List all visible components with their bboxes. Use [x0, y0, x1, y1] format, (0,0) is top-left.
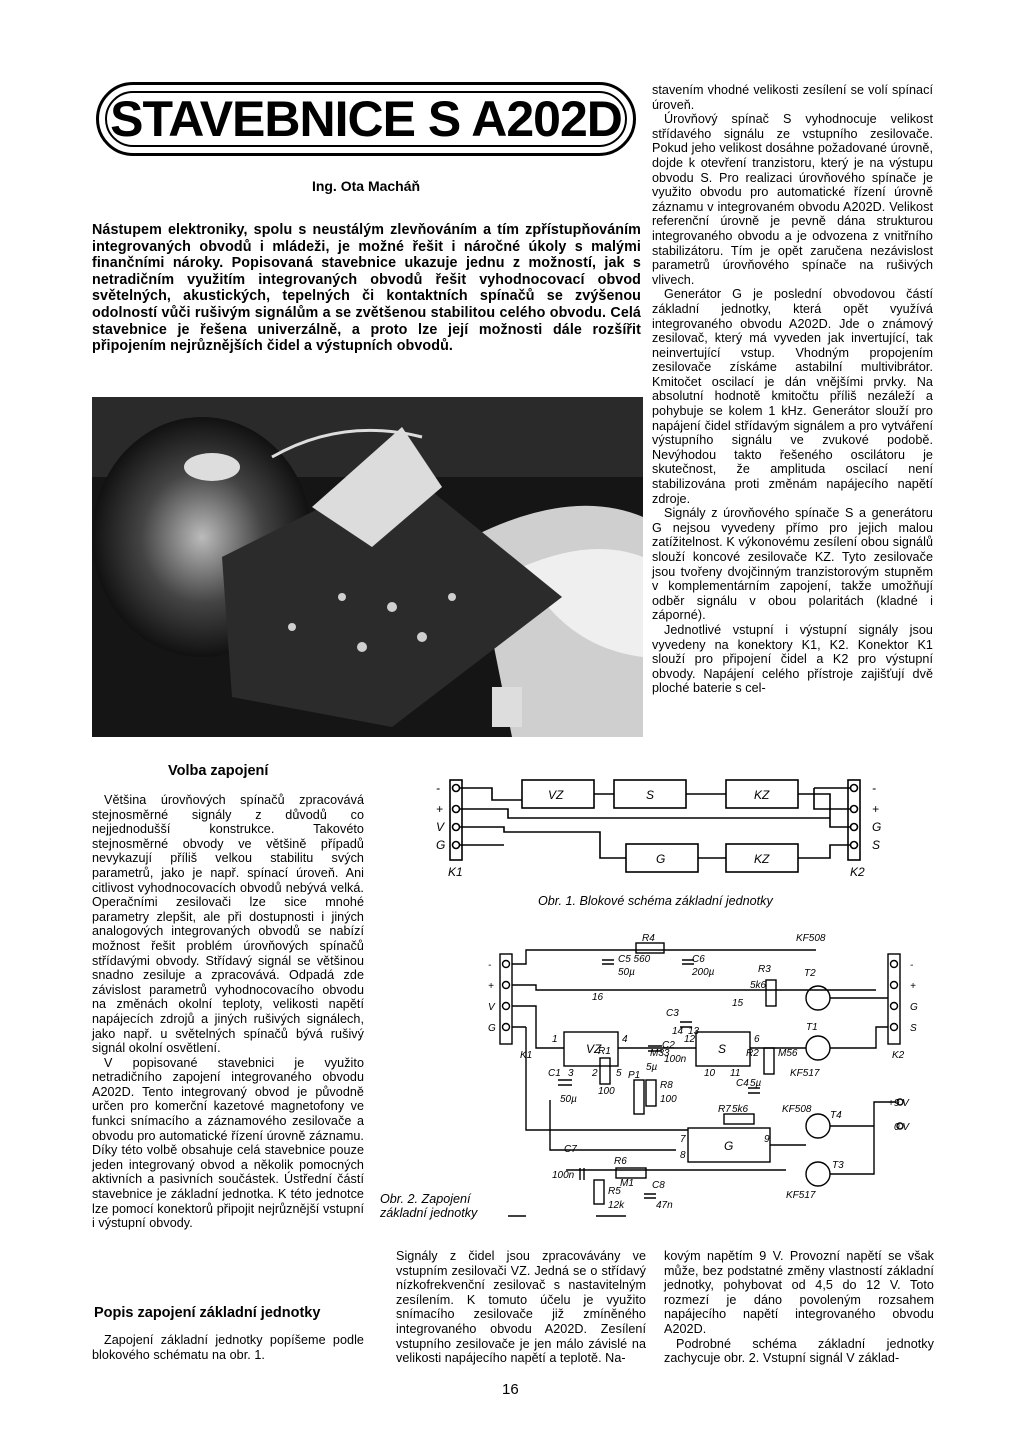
label-t3: T3: [832, 1160, 844, 1171]
label-pin: 2: [592, 1068, 598, 1079]
block-kz-label: KZ: [754, 788, 770, 802]
paragraph: Úrovňový spínač S vyhodnocuje velikost střídavého signálu ze vstupního zesilovače. Pokud jeho velikost dosáhne požadované úrovně, dojde k otevření tranzistoru, který je na výstupu obvodu S. Pro realizaci úrovňového spínače je využito obvodu pro automatické řízení úrovně záznamu v integrovaném obvodu A202D. Velikost referenční úrovně je pevně dána strukturou integrovaného obvodu a je odvozena z vnitřního stabilizátoru. Tím je opět zaručena nezávislost parametrů úrovňového spínače na rušivých vlivech.: [652, 112, 933, 287]
k1-pin: [453, 806, 460, 813]
label-c3: C3: [666, 1008, 679, 1019]
k1-pin-label: V: [488, 1002, 495, 1013]
k2-pin-label: S: [910, 1023, 917, 1034]
label-s: S: [718, 1042, 727, 1056]
label-kf508: KF508: [782, 1104, 812, 1115]
k1-pin-label: +: [488, 981, 494, 992]
k2-pin: [851, 824, 858, 831]
label-pin: 9: [764, 1134, 770, 1145]
figure2-caption: Obr. 2. Zapojení základní jednotky: [380, 1192, 478, 1220]
resistor-r8: [646, 1080, 656, 1106]
label-c1: C1: [548, 1068, 561, 1079]
paragraph: Zapojení základní jednotky popíšeme podle blokového schématu na obr. 1.: [92, 1333, 364, 1362]
label-t2: T2: [804, 968, 816, 979]
label-c1-value: 50µ: [560, 1094, 577, 1105]
label-k1: K1: [520, 1050, 533, 1061]
paragraph: kovým napětím 9 V. Provozní napětí se však může, bez podstatné změny vlastností základní jednotky, pohybovat od 4,5 do 12 V. Toto rozmezí je dáno povoleným rozsahem napájecího napětí integrovaného obvodu A202D.: [664, 1249, 934, 1336]
capacitor-c8: [644, 1194, 656, 1198]
label-c4-value: 5µ: [750, 1078, 762, 1089]
label-pin: 14: [672, 1026, 684, 1037]
label-pin: 6: [754, 1034, 760, 1045]
left-column-end-text: [92, 1333, 364, 1362]
left-column-text: [92, 793, 364, 1231]
label-c2-u: 5µ: [646, 1062, 658, 1073]
resistor-r7: [724, 1114, 754, 1124]
paragraph: Signály z čidel jsou zpracovávány ve vstupním zesilovači VZ. Jedná se o střídavý nízkofrekvenční zesilovač s nastavitelným zesílením. K tomuto účelu je využito snímacího zesilovače již zmíněného integrovaného obvodu A202D. Zesílení vstupního zesilovače je jen málo závislé na velikosti napájecího napětí a teplotě. Na-: [396, 1249, 646, 1366]
k2-pin: [851, 806, 858, 813]
k1-pin: [453, 842, 460, 849]
k2-pin-label: -: [872, 781, 876, 795]
resistor-r4: [636, 943, 664, 953]
author: Ing. Ota Macháň: [311, 178, 421, 194]
resistor-r1: [600, 1058, 610, 1084]
k1-pin-label: G: [488, 1023, 496, 1034]
label-pin: 15: [732, 998, 744, 1009]
label-vz: VZ: [586, 1042, 602, 1056]
label-pin: 8: [680, 1150, 686, 1161]
potentiometer-p1: [634, 1080, 644, 1114]
label-p1: P1: [628, 1070, 641, 1081]
label-pin: 7: [680, 1134, 686, 1145]
k2-pin: [851, 785, 858, 792]
heading-volba-zapojeni: Volba zapojení: [168, 763, 269, 779]
label-m1: M1: [620, 1178, 634, 1189]
k1-pin-label: -: [436, 781, 440, 795]
k2-pin-label: +: [910, 981, 916, 992]
kit-photo-illustration: [92, 397, 643, 737]
label-c2-value: 100n: [664, 1054, 687, 1065]
label-kf517: KF517: [790, 1068, 820, 1079]
label-pin: 3: [568, 1068, 574, 1079]
transistor-t4: [806, 1114, 830, 1138]
label-pin: 10: [704, 1068, 716, 1079]
label-g: G: [724, 1139, 734, 1153]
k1-pin-label: V: [436, 820, 445, 834]
k2-pin-label: G: [910, 1002, 918, 1013]
label-c5: C5 560: [618, 954, 651, 965]
label-t4: T4: [830, 1110, 842, 1121]
label-t1: T1: [806, 1022, 818, 1033]
label-k2: K2: [892, 1050, 905, 1061]
paragraph: V popisované stavebnici je využito netradičního zapojení integrovaného obvodu A202D. Tento integrovaný obvod je původně určen pro komerční kazetové magnetofony ve funkci snímacího a záznamového zesilovače a obvodu pro automatické řízení úrovně záznamu. Díky této volbě obsahuje celá stavebnice pouze jeden integrovaný obvod a několik pomocných aktivních a pasivních součástek. Ústřední částí stavebnice je základní jednotka. K této jednotce lze pomocí konektorů připojit nejrůznější vstupní i výstupní obvody.: [92, 1055, 364, 1231]
k1-label: K1: [448, 865, 463, 879]
label-c7-value: 100n: [552, 1170, 575, 1181]
transistor-t1: [806, 1036, 830, 1060]
label-pin: 4: [622, 1034, 628, 1045]
label-r3-value: 5k6: [750, 980, 767, 991]
k2-pin-label: -: [910, 960, 914, 971]
k1-pin-label: G: [436, 838, 446, 852]
page-number: 16: [502, 1381, 519, 1398]
label-r8: R8: [660, 1080, 673, 1091]
k2-pin: [851, 842, 858, 849]
k2-pin-label: G: [872, 820, 882, 834]
page-title: STAVEBNICE S A202D: [110, 91, 622, 147]
k1-pin: [453, 824, 460, 831]
label-kf517: KF517: [786, 1190, 816, 1201]
resistor-r2: [764, 1048, 774, 1074]
capacitor-c1: [558, 1080, 572, 1085]
paragraph: Podrobné schéma základní jednotky zachycuje obr. 2. Vstupní signál V základ-: [664, 1336, 934, 1366]
label-r6: R6: [614, 1156, 627, 1167]
label-r2: R2: [746, 1048, 759, 1059]
transistor-t3: [806, 1162, 830, 1186]
paragraph: stavením vhodné velikosti zesílení se volí spínací úroveň.: [652, 83, 933, 112]
label-c8: C8: [652, 1180, 665, 1191]
label-0v: 0 V: [894, 1122, 910, 1133]
block-vz-label: VZ: [548, 788, 564, 802]
label-c8-value: 47n: [656, 1200, 673, 1211]
label-pin: 16: [592, 992, 604, 1003]
bottom-right-text: [664, 1249, 934, 1366]
label-m33: M33: [650, 1048, 670, 1059]
figure1-block-diagram: [420, 772, 890, 882]
label-pin: 5: [616, 1068, 622, 1079]
block-g-label: G: [656, 852, 666, 866]
label-pin: 12: [684, 1034, 696, 1045]
label-c7: C7: [564, 1144, 577, 1155]
label-r8-value: 100: [660, 1094, 677, 1105]
label-m56: M56: [778, 1048, 798, 1059]
k1-pin-label: +: [436, 802, 444, 816]
lead-paragraph: Nástupem elektroniky, spolu s neustálým zlevňováním a tím zpřístupňováním integrovaných obvodů i mládeži, je možné řešit i náročné úkoly s malými finančními nároky. Popisovaná stavebnice ukazuje jednu z možností, jak s netradičním využitím integrovaných obvodů řešit vyhodnocovací obvod světelných, akustických, tepelných či kontaktních spínačů se zvýšenou odolností vůči rušivým signálům a se zvětšenou stabilitou celého obvodu. Celá stavebnice je řešena univerzálně, a proto lze její možnosti dále rozšířit připojením nejrůznějších čidel a výstupních obvodů.: [92, 222, 641, 355]
k1-pin-label: -: [488, 960, 492, 971]
capacitor-c5: [602, 960, 614, 964]
k1-pin: [453, 785, 460, 792]
label-c5-value: 50µ: [618, 967, 635, 978]
resistor-r5: [594, 1180, 604, 1204]
block-kz-label: KZ: [754, 852, 770, 866]
label-c6: C6: [692, 954, 705, 965]
bottom-middle-text: [396, 1249, 646, 1366]
resistor-r3: [766, 980, 776, 1006]
label-r7: R7: [718, 1104, 731, 1115]
k2-pin-label: +: [872, 802, 880, 816]
label-r1: R1: [598, 1046, 611, 1057]
figure2-schematic: [488, 930, 924, 1220]
paragraph: Jednotlivé vstupní i výstupní signály jsou vyvedeny na konektory K1, K2. Konektor K1 slouží pro připojení čidel a K2 pro výstupní obvody. Napájení celého přístroje zajišťují dvě ploché baterie s cel-: [652, 622, 933, 696]
block-s-label: S: [646, 788, 655, 802]
label-r4: R4: [642, 933, 655, 944]
label-r3: R3: [758, 964, 771, 975]
label-pin: 11: [730, 1068, 741, 1079]
heading-popis-zapojeni: Popis zapojení základní jednotky: [94, 1305, 321, 1321]
k2-label: K2: [850, 865, 865, 879]
label-pin: 13: [688, 1026, 700, 1037]
figure1-caption: Obr. 1. Blokové schéma základní jednotky: [538, 894, 773, 908]
right-column-text: [652, 83, 933, 696]
label-c4: C4: [736, 1078, 749, 1089]
k2-pin-label: S: [872, 838, 881, 852]
kit-photo: [92, 397, 643, 737]
label-plus9v: +9 V: [888, 1098, 909, 1109]
label-kf508: KF508: [796, 933, 826, 944]
paragraph: Většina úrovňových spínačů zpracovává stejnosměrné signály z důvodů co nejjednodušší konstrukce. Takovéto stejnosměrné obvody ve většině případů nevykazují příliš velkou stabilitu svých parametrů, jako je např. spínací úroveň. Ani citlivost vyhodnocovacích obvodů nebývá velká. Operačními zesilovači lze sice mnohé parametry zlepšit, ale při dostupnosti i jiných analogových integrovaných obvodů se nabízí možnost řešit problém úrovňových spínačů střídavými obvody. Střídavý signál se většinou snadno zesiluje a zpracovává. Odpadá zde závislost parametrů vyhodnocovacího obvodu na změnách okolní teploty, velikosti napětí napájecích zdrojů a jiných rušivých signálech, jako např. u světelných spínačů bývá rušivý signál okolní osvětlení.: [92, 793, 364, 1056]
label-r5: R5: [608, 1186, 621, 1197]
label-c2: C2: [662, 1040, 675, 1051]
label-pin: 1: [552, 1034, 558, 1045]
label-r1-value: 100: [598, 1086, 615, 1097]
label-r5-value: 12k: [608, 1200, 625, 1211]
label-c6-value: 200µ: [692, 967, 715, 978]
paragraph: Generátor G je poslední obvodovou částí základní jednotky, která opět využívá integrovaného obvodu A202D. Jde o známový zesilovač, který má vyveden jak invertující, tak neinvertující vstup. Vhodným propojením zesilovače získáme astabilní multivibrátor. Kmitočet oscilací je dán vnějšími prvky. Na absolutní hodnotě kmitočtu příliš nezáleží a pohybuje se kolem 1 kHz. Generátor slouží pro napájení čidel střídavým signálem a pro vytváření výstupního signálu ve zvukové podobě. Nevýhodou takto řešeného oscilátoru je skutečnost, že amplituda oscilací není stabilizována proti změnám napájecího napětí zdroje.: [652, 287, 933, 506]
paragraph: Signály z úrovňového spínače S a generátoru G nejsou vyvedeny přímo pro jejich malou zatížitelnost. K výkonovému zesílení obou signálů slouží koncové zesilovače KZ. Tyto zesilovače jsou tvořeny dvojčinným tranzistorovým stupněm v komplementárním zapojení, takže umožňují odběr signálu v obou polaritách (kladné i záporné).: [652, 506, 933, 623]
label-r7-value: 5k6: [732, 1104, 749, 1115]
